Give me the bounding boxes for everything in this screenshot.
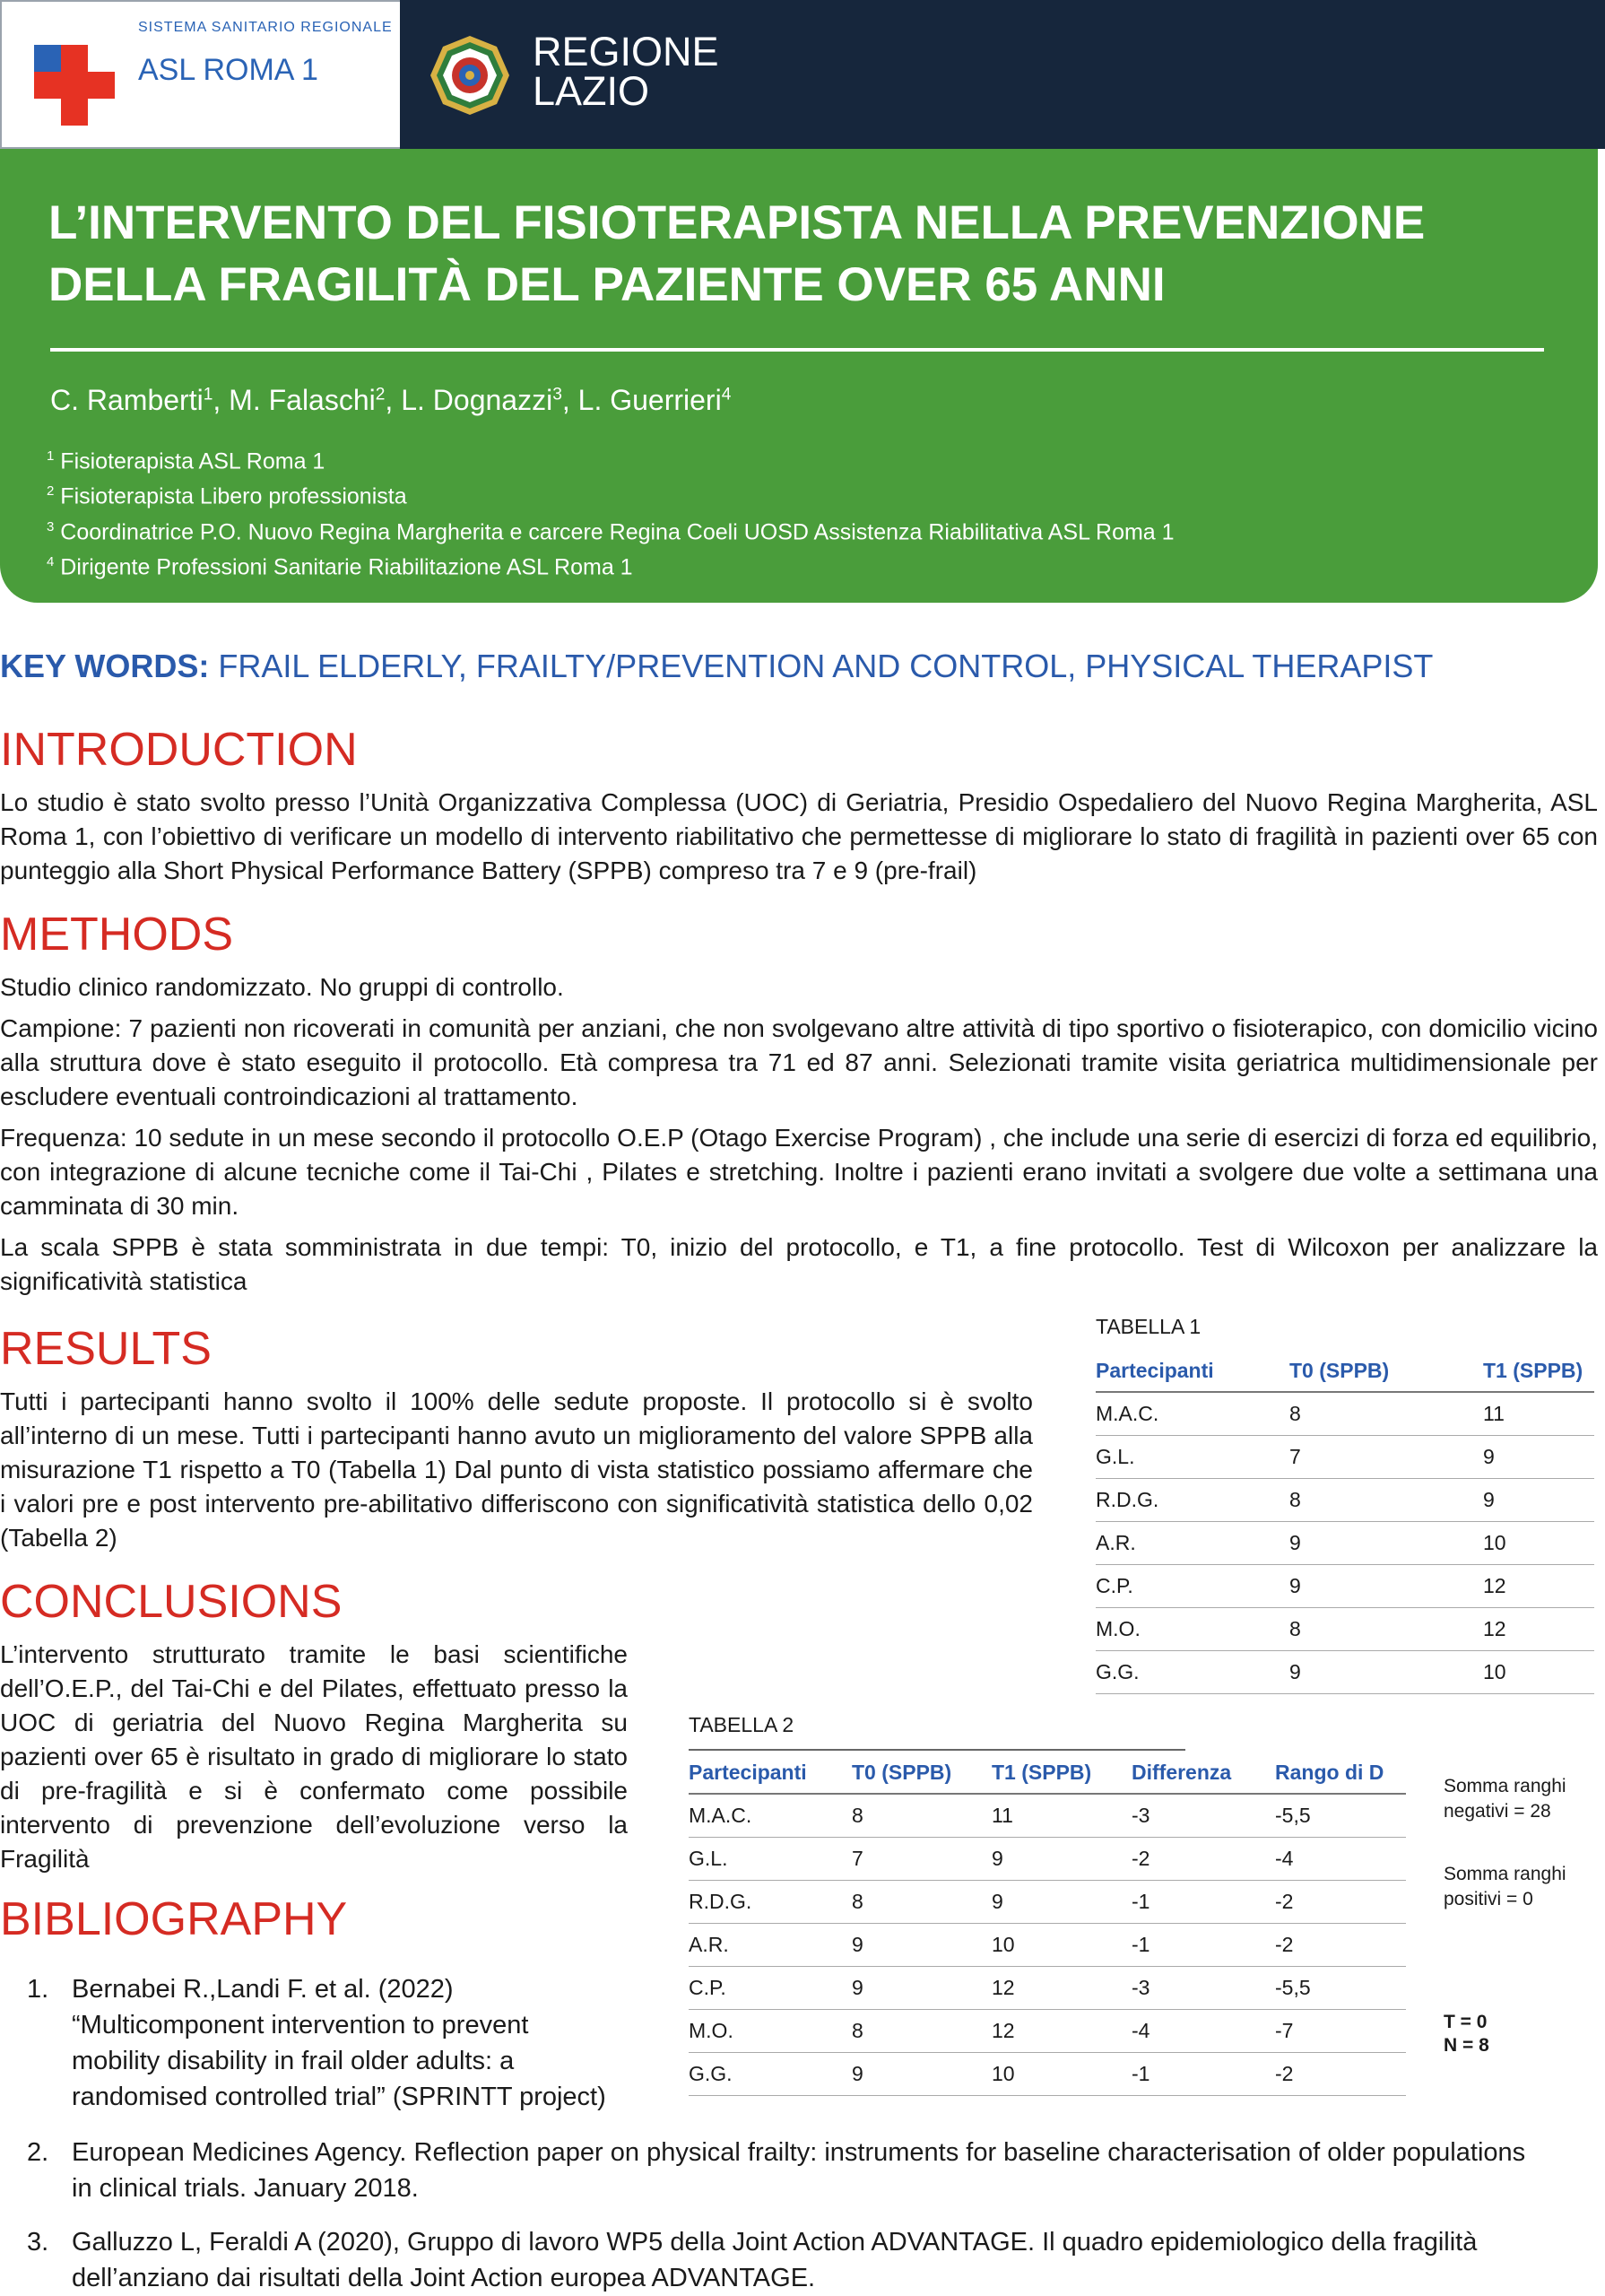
methods-paragraph: Frequenza: 10 sedute in un mese secondo il protocollo O.E.P (Otago Exercise Program) , che include una serie di esercizi di forza ed equilibrio, con integrazione di alcune tecniche come il Tai-Chi , Pilates e stretching. Inoltre i pazienti erano invitati a svolgere due volte a settimana una camminata di 30 min. [0,1124,1598,1220]
column-header: Partecipanti [1096,1351,1289,1392]
results-heading: RESULTS [0,1323,212,1375]
table-row: G.L. 7 9 -2 -4 [689,1837,1406,1880]
table-row: A.R. 9 10 -1 -2 [689,1923,1406,1966]
table-row: C.P. 9 12 -3 -5,5 [689,1966,1406,2009]
column-header: T0 (SPPB) [1289,1351,1483,1392]
regione-lazio-emblem-icon [429,34,511,117]
author-list: C. Ramberti$^1$, M. Falaschi$^2$, L. Dognazzi$^3$, L. Guerrieri$^4$ [50,384,732,416]
wilcoxon-stat-note: T = 0 N = 8 [1444,2012,1489,2056]
pos-rank-sum-note: Somma ranghi positivi = 0 [1444,1864,1566,1909]
keywords-line [0,648,1433,685]
title-panel [0,149,1598,603]
table-row: R.D.G. 8 9 -1 -2 [689,1880,1406,1923]
asl-sistema-label: SISTEMA SANITARIO REGIONALE [138,20,393,35]
column-header: Rango di D [1275,1752,1406,1794]
affiliation-item: $^3$ Coordinatrice P.O. Nuovo Regina Margherita e carcere Regina Coeli UOSD Assistenza Riabilitativa ASL Roma 1 [47,518,1175,544]
affiliation-item: $^1$ Fisioterapista ASL Roma 1 [47,448,325,474]
table-row: C.P. 9 12 [1096,1564,1594,1607]
table-row: M.O. 8 12 -4 -7 [689,2009,1406,2052]
author-sup: 3 [552,385,562,404]
bib-entry: Bernabei R.,Landi F. et al. (2022) “Multicomponent intervention to prevent mobility disability in frail older adults: a randomised controlled trial” (SPRINTT project) [72,1975,606,2111]
affiliation-list [47,441,1571,582]
table-row: M.O. 8 12 [1096,1607,1594,1650]
table1-caption: TABELLA 1 [1096,1315,1202,1338]
column-header: Differenza [1132,1752,1275,1794]
region-name: REGIONE LAZIO [533,29,719,114]
column-header: T0 (SPPB) [852,1752,992,1794]
bib-entry: European Medicines Agency. Reflection paper on physical frailty: instruments for baseline characterisation of older populations in clinical trials. January 2018. [72,2138,1526,2203]
author-sup: 2 [375,385,386,404]
introduction-heading: INTRODUCTION [0,724,358,776]
table1 [1096,1351,1594,1694]
table-row: G.G. 9 10 -1 -2 [689,2052,1406,2095]
author-name: M. Falaschi [229,384,376,416]
table2 [689,1752,1406,2096]
author-sup: 4 [721,385,732,404]
introduction-text: Lo studio è stato svolto presso l’Unità Organizzativa Complessa (UOC) di Geriatria, Presidio Ospedaliero del Nuovo Regina Margherita, ASL Roma 1, con l’obiettivo di verificare un modello di intervento riabilitativo che permettesse di migliorare lo stato di fragilità in pazienti over 65 con punteggio alla Short Physical Performance Battery (SPPB) compreso tra 7 e 9 (pre-frail) [0,788,1598,884]
author-name: L. Guerrieri [577,384,722,416]
table-row: M.A.C. 8 11 [1096,1392,1594,1435]
asl-logo-box [0,0,400,149]
results-text: Tutti i partecipanti hanno svolto il 100% delle sedute proposte. Il protocollo si è svolto all’interno di un mese. Tutti i partecipanti hanno avuto un miglioramento del valore SPPB alla misurazione T1 rispetto a T0 (Tabella 1) Dal punto di vista statistico possiamo affermare che i valori pre e post intervento pre-abilitativo differiscono con significatività statistica dello 0,02 (Tabella 2) [0,1387,1033,1552]
author-name: L. Dognazzi [401,384,553,416]
conclusions-text: L’intervento strutturato tramite le basi scientifiche dell’O.E.P., del Tai-Chi e del Pilates, effettuato presso la UOC di geriatria del Nuovo Regina Margherita su pazienti over 65 è risultato in grado di migliorare lo stato di pre-fragilità e si è confermato come possibile intervento di prevenzione dell’evoluzione verso la Fragilità [0,1640,628,1873]
methods-paragraph: Campione: 7 pazienti non ricoverati in comunità per anziani, che non svolgevano altre attività di tipo sportivo o fisioterapico, con domicilio vicino alla struttura dove è stato eseguito il protocollo. Età compresa tra 71 ed 87 anni. Selezionati tramite visita geriatrica multidimensionale per escludere eventuali controindicazioni al trattamento. [0,1014,1598,1110]
conclusions-heading: CONCLUSIONS [0,1576,343,1628]
poster-title: L’INTERVENTO DEL FISIOTERAPISTA NELLA PREVENZIONE DELLA FRAGILITÀ DEL PAZIENTE OVER 65 ANNI [48,196,1426,311]
bib-number: 2. [27,2138,49,2167]
keywords-label: KEY WORDS: [0,648,210,684]
column-header: T1 (SPPB) [992,1752,1132,1794]
asl-name: ASL ROMA 1 [138,53,318,87]
affiliation-item: $^4$ Dirigente Professioni Sanitarie Riabilitazione ASL Roma 1 [47,553,633,580]
table-row: G.L. 7 9 [1096,1435,1594,1478]
header-bar [0,0,1605,149]
table-row: G.G. 9 10 [1096,1650,1594,1693]
bib-entry: Galluzzo L, Feraldi A (2020), Gruppo di lavoro WP5 della Joint Action ADVANTAGE. Il quadro epidemiologico della fragilità dell’anziano dai risultati della Joint Action europea ADVANTAGE. [72,2228,1478,2292]
bib-number: 3. [27,2228,49,2257]
table2-caption: TABELLA 2 [689,1713,794,1736]
methods-paragraph: La scala SPPB è stata somministrata in due tempi: T0, inizio del protocollo, e T1, a fine protocollo. Test di Wilcoxon per analizzare la significatività statistica [0,1233,1598,1295]
methods-text [0,970,1598,1306]
table-row: M.A.C. 8 11 -3 -5,5 [689,1794,1406,1837]
bibliography-heading: BIBLIOGRAPHY [0,1893,348,1945]
methods-heading: METHODS [0,909,233,961]
author-sup: 1 [203,385,213,404]
table-header-row [689,1752,1406,1794]
keywords-text: FRAIL ELDERLY, FRAILTY/PREVENTION AND CONTROL, PHYSICAL THERAPIST [218,648,1434,684]
neg-rank-sum-note: Somma ranghi negativi = 28 [1444,1776,1566,1822]
asl-cross-icon [34,45,115,126]
methods-paragraph: Studio clinico randomizzato. No gruppi di controllo. [0,973,564,1001]
column-header: T1 (SPPB) [1483,1351,1594,1392]
author-name: C. Ramberti [50,384,204,416]
table-row: R.D.G. 8 9 [1096,1478,1594,1521]
bib-number: 1. [27,1975,49,2004]
table-header-row [1096,1351,1594,1392]
column-header: Partecipanti [689,1752,852,1794]
table-row: A.R. 9 10 [1096,1521,1594,1564]
table2-top-rule [689,1749,1185,1751]
affiliation-item: $^2$ Fisioterapista Libero professionista [47,483,407,509]
title-divider [50,348,1544,352]
